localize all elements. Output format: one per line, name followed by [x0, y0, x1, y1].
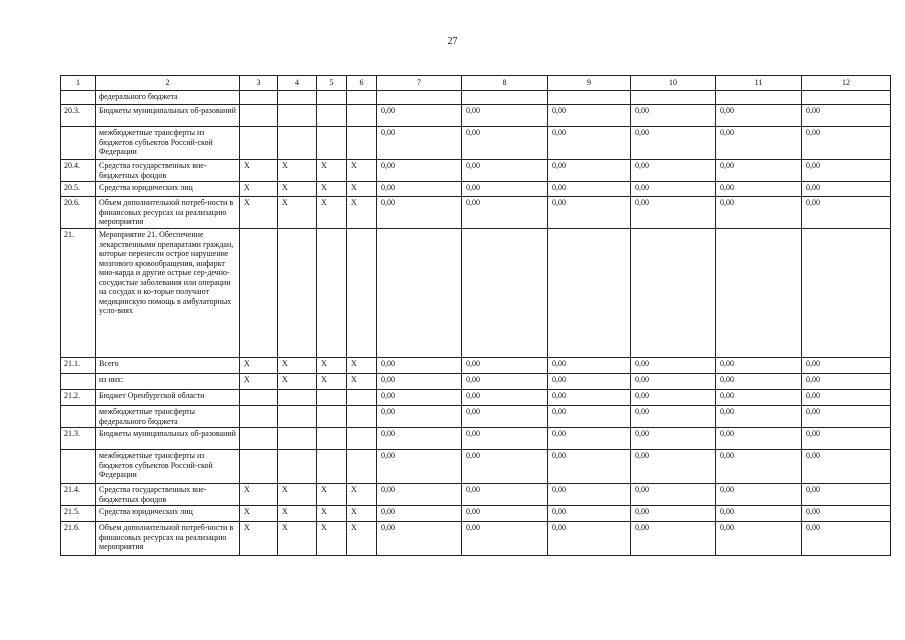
value-cell-col-11: 0,00 — [716, 374, 802, 390]
value-cell-col-8: 0,00 — [462, 506, 548, 522]
value-cell-col-9 — [548, 91, 631, 105]
value-cell-col-9: 0,00 — [548, 522, 631, 556]
value-cell-col-5 — [317, 450, 347, 484]
row-label: из них: — [96, 374, 240, 390]
value-cell-col-10 — [631, 229, 716, 358]
header-cell-3: 3 — [240, 76, 278, 91]
table-row — [61, 127, 891, 160]
value-cell-col-10: 0,00 — [631, 390, 716, 406]
value-cell-col-7: 0,00 — [377, 484, 462, 506]
value-cell-col-4 — [278, 428, 317, 450]
value-cell-col-8: 0,00 — [462, 390, 548, 406]
table-row — [61, 374, 891, 390]
table-row — [61, 450, 891, 484]
table-row — [61, 160, 891, 182]
value-cell-col-9: 0,00 — [548, 484, 631, 506]
value-cell-col-12: 0,00 — [802, 428, 891, 450]
value-cell-col-9: 0,00 — [548, 160, 631, 182]
value-cell-col-3 — [240, 105, 278, 127]
value-cell-col-5 — [317, 428, 347, 450]
value-cell-col-10: 0,00 — [631, 374, 716, 390]
value-cell-col-7: 0,00 — [377, 450, 462, 484]
value-cell-col-11: 0,00 — [716, 197, 802, 229]
table-row — [61, 428, 891, 450]
value-cell-col-6 — [347, 105, 377, 127]
value-cell-col-5: X — [317, 160, 347, 182]
header-cell-7: 7 — [377, 76, 462, 91]
value-cell-col-5: X — [317, 182, 347, 197]
value-cell-col-11: 0,00 — [716, 450, 802, 484]
value-cell-col-5: X — [317, 506, 347, 522]
row-number — [61, 127, 96, 160]
value-cell-col-3: X — [240, 374, 278, 390]
header-cell-4: 4 — [278, 76, 317, 91]
value-cell-col-6: X — [347, 182, 377, 197]
value-cell-col-12: 0,00 — [802, 182, 891, 197]
value-cell-col-6 — [347, 406, 377, 428]
value-cell-col-4: X — [278, 182, 317, 197]
value-cell-col-8 — [462, 229, 548, 358]
value-cell-col-3: X — [240, 197, 278, 229]
value-cell-col-4: X — [278, 358, 317, 374]
row-number — [61, 91, 96, 105]
value-cell-col-9: 0,00 — [548, 390, 631, 406]
value-cell-col-5: X — [317, 197, 347, 229]
value-cell-col-8 — [462, 91, 548, 105]
row-number — [61, 450, 96, 484]
value-cell-col-7: 0,00 — [377, 105, 462, 127]
value-cell-col-6 — [347, 450, 377, 484]
row-label: Мероприятие 21. Обеспечение лекарственными препаратами граждан, которые перенесли острое нарушение мозгового кровообращения, инфаркт мио-карда и другие острые сер-дечно-сосудистые заболевания или операции на сосудах и ко-торые получают медицинскую помощь в амбулаторных усло-виях — [96, 229, 240, 358]
value-cell-col-10: 0,00 — [631, 484, 716, 506]
value-cell-col-12: 0,00 — [802, 160, 891, 182]
value-cell-col-9: 0,00 — [548, 428, 631, 450]
value-cell-col-3 — [240, 127, 278, 160]
value-cell-col-6: X — [347, 506, 377, 522]
value-cell-col-12: 0,00 — [802, 197, 891, 229]
value-cell-col-11 — [716, 229, 802, 358]
value-cell-col-9: 0,00 — [548, 358, 631, 374]
value-cell-col-3: X — [240, 484, 278, 506]
value-cell-col-11: 0,00 — [716, 390, 802, 406]
value-cell-col-10: 0,00 — [631, 105, 716, 127]
header-row — [61, 76, 891, 91]
value-cell-col-10: 0,00 — [631, 358, 716, 374]
value-cell-col-3 — [240, 390, 278, 406]
header-cell-9: 9 — [548, 76, 631, 91]
value-cell-col-7: 0,00 — [377, 522, 462, 556]
row-number: 21. — [61, 229, 96, 358]
value-cell-col-4 — [278, 450, 317, 484]
value-cell-col-12 — [802, 91, 891, 105]
value-cell-col-5 — [317, 229, 347, 358]
value-cell-col-8: 0,00 — [462, 522, 548, 556]
value-cell-col-8: 0,00 — [462, 406, 548, 428]
value-cell-col-11: 0,00 — [716, 484, 802, 506]
value-cell-col-10: 0,00 — [631, 182, 716, 197]
value-cell-col-6: X — [347, 522, 377, 556]
table-row — [61, 358, 891, 374]
value-cell-col-9: 0,00 — [548, 374, 631, 390]
row-label: межбюджетные трансферты из бюджетов субъектов Россий-ской Федерации — [96, 127, 240, 160]
header-cell-6: 6 — [347, 76, 377, 91]
value-cell-col-7 — [377, 229, 462, 358]
row-number: 20.4. — [61, 160, 96, 182]
value-cell-col-5 — [317, 390, 347, 406]
value-cell-col-3: X — [240, 160, 278, 182]
header-cell-8: 8 — [462, 76, 548, 91]
value-cell-col-9: 0,00 — [548, 182, 631, 197]
header-cell-5: 5 — [317, 76, 347, 91]
value-cell-col-4: X — [278, 522, 317, 556]
value-cell-col-8: 0,00 — [462, 182, 548, 197]
value-cell-col-8: 0,00 — [462, 428, 548, 450]
row-label: Бюджет Оренбургской области — [96, 390, 240, 406]
value-cell-col-12: 0,00 — [802, 358, 891, 374]
value-cell-col-7: 0,00 — [377, 428, 462, 450]
row-label: Объем дополнительной потреб-ности в финансовых ресурсах на реализацию мероприятия — [96, 522, 240, 556]
value-cell-col-4 — [278, 390, 317, 406]
table-row — [61, 406, 891, 428]
table-row — [61, 91, 891, 105]
row-number: 21.1. — [61, 358, 96, 374]
value-cell-col-4 — [278, 229, 317, 358]
value-cell-col-12 — [802, 229, 891, 358]
value-cell-col-3 — [240, 406, 278, 428]
value-cell-col-5 — [317, 91, 347, 105]
value-cell-col-11: 0,00 — [716, 406, 802, 428]
value-cell-col-11: 0,00 — [716, 127, 802, 160]
value-cell-col-12: 0,00 — [802, 374, 891, 390]
value-cell-col-6: X — [347, 484, 377, 506]
row-number — [61, 374, 96, 390]
row-label: Средства юридических лиц — [96, 182, 240, 197]
value-cell-col-4: X — [278, 484, 317, 506]
row-label: федерального бюджета — [96, 91, 240, 105]
value-cell-col-6 — [347, 91, 377, 105]
value-cell-col-11: 0,00 — [716, 182, 802, 197]
value-cell-col-11: 0,00 — [716, 506, 802, 522]
value-cell-col-7: 0,00 — [377, 374, 462, 390]
value-cell-col-11: 0,00 — [716, 358, 802, 374]
value-cell-col-9: 0,00 — [548, 197, 631, 229]
value-cell-col-11: 0,00 — [716, 522, 802, 556]
row-number: 21.4. — [61, 484, 96, 506]
row-label: Бюджеты муниципальных об-разований — [96, 105, 240, 127]
value-cell-col-3 — [240, 91, 278, 105]
value-cell-col-9: 0,00 — [548, 127, 631, 160]
value-cell-col-5 — [317, 127, 347, 160]
table-row — [61, 197, 891, 229]
table-row — [61, 484, 891, 506]
value-cell-col-10: 0,00 — [631, 406, 716, 428]
value-cell-col-8: 0,00 — [462, 358, 548, 374]
value-cell-col-5 — [317, 406, 347, 428]
value-cell-col-5: X — [317, 374, 347, 390]
row-label: Бюджеты муниципальных об-разований — [96, 428, 240, 450]
value-cell-col-12: 0,00 — [802, 506, 891, 522]
value-cell-col-4 — [278, 406, 317, 428]
row-number: 20.6. — [61, 197, 96, 229]
value-cell-col-7: 0,00 — [377, 127, 462, 160]
value-cell-col-3 — [240, 450, 278, 484]
value-cell-col-11: 0,00 — [716, 428, 802, 450]
value-cell-col-10: 0,00 — [631, 450, 716, 484]
value-cell-col-10: 0,00 — [631, 506, 716, 522]
header-cell-10: 10 — [631, 76, 716, 91]
value-cell-col-9: 0,00 — [548, 406, 631, 428]
value-cell-col-5: X — [317, 484, 347, 506]
value-cell-col-6: X — [347, 358, 377, 374]
value-cell-col-8: 0,00 — [462, 374, 548, 390]
value-cell-col-7: 0,00 — [377, 406, 462, 428]
row-number: 20.3. — [61, 105, 96, 127]
row-label: межбюджетные трансферты из бюджетов субъектов Россий-ской Федерации — [96, 450, 240, 484]
row-number: 21.5. — [61, 506, 96, 522]
value-cell-col-11: 0,00 — [716, 160, 802, 182]
value-cell-col-7: 0,00 — [377, 390, 462, 406]
value-cell-col-8: 0,00 — [462, 127, 548, 160]
value-cell-col-10: 0,00 — [631, 197, 716, 229]
value-cell-col-6 — [347, 428, 377, 450]
header-cell-1: 1 — [61, 76, 96, 91]
value-cell-col-3: X — [240, 506, 278, 522]
value-cell-col-3: X — [240, 182, 278, 197]
value-cell-col-12: 0,00 — [802, 127, 891, 160]
row-number: 21.2. — [61, 390, 96, 406]
value-cell-col-4: X — [278, 197, 317, 229]
value-cell-col-10: 0,00 — [631, 127, 716, 160]
budget-table — [60, 75, 891, 556]
value-cell-col-6: X — [347, 374, 377, 390]
value-cell-col-6: X — [347, 160, 377, 182]
value-cell-col-8: 0,00 — [462, 105, 548, 127]
value-cell-col-8: 0,00 — [462, 450, 548, 484]
table-row — [61, 105, 891, 127]
value-cell-col-4 — [278, 105, 317, 127]
value-cell-col-6 — [347, 390, 377, 406]
value-cell-col-7: 0,00 — [377, 506, 462, 522]
row-label: Объем дополнительной потреб-ности в финансовых ресурсах на реализацию мероприятия — [96, 197, 240, 229]
value-cell-col-7 — [377, 91, 462, 105]
value-cell-col-9 — [548, 229, 631, 358]
page-number: 27 — [447, 36, 458, 47]
value-cell-col-9: 0,00 — [548, 450, 631, 484]
value-cell-col-8: 0,00 — [462, 484, 548, 506]
value-cell-col-5: X — [317, 522, 347, 556]
value-cell-col-4: X — [278, 506, 317, 522]
row-number: 21.3. — [61, 428, 96, 450]
value-cell-col-10: 0,00 — [631, 428, 716, 450]
row-label: Всего — [96, 358, 240, 374]
header-cell-12: 12 — [802, 76, 891, 91]
value-cell-col-9: 0,00 — [548, 506, 631, 522]
value-cell-col-7: 0,00 — [377, 160, 462, 182]
value-cell-col-12: 0,00 — [802, 390, 891, 406]
value-cell-col-3 — [240, 229, 278, 358]
value-cell-col-7: 0,00 — [377, 358, 462, 374]
value-cell-col-6 — [347, 127, 377, 160]
row-number: 20.5. — [61, 182, 96, 197]
value-cell-col-8: 0,00 — [462, 160, 548, 182]
value-cell-col-10 — [631, 91, 716, 105]
value-cell-col-6: X — [347, 197, 377, 229]
row-label: Средства государственных вне-бюджетных фондов — [96, 160, 240, 182]
table-row — [61, 390, 891, 406]
value-cell-col-10: 0,00 — [631, 522, 716, 556]
row-number — [61, 406, 96, 428]
value-cell-col-12: 0,00 — [802, 406, 891, 428]
value-cell-col-4: X — [278, 160, 317, 182]
row-label: Средства государственных вне-бюджетных фондов — [96, 484, 240, 506]
row-number: 21.6. — [61, 522, 96, 556]
value-cell-col-7: 0,00 — [377, 182, 462, 197]
table-row — [61, 522, 891, 556]
value-cell-col-5 — [317, 105, 347, 127]
table-row — [61, 182, 891, 197]
value-cell-col-9: 0,00 — [548, 105, 631, 127]
value-cell-col-4 — [278, 91, 317, 105]
value-cell-col-6 — [347, 229, 377, 358]
value-cell-col-4 — [278, 127, 317, 160]
value-cell-col-11: 0,00 — [716, 105, 802, 127]
value-cell-col-3 — [240, 428, 278, 450]
value-cell-col-4: X — [278, 374, 317, 390]
value-cell-col-7: 0,00 — [377, 197, 462, 229]
value-cell-col-8: 0,00 — [462, 197, 548, 229]
value-cell-col-12: 0,00 — [802, 484, 891, 506]
row-label: Средства юридических лиц — [96, 506, 240, 522]
value-cell-col-12: 0,00 — [802, 105, 891, 127]
row-label: межбюджетные трансферты федерального бюджета — [96, 406, 240, 428]
value-cell-col-5: X — [317, 358, 347, 374]
value-cell-col-12: 0,00 — [802, 522, 891, 556]
table-row — [61, 506, 891, 522]
value-cell-col-12: 0,00 — [802, 450, 891, 484]
header-cell-2: 2 — [96, 76, 240, 91]
value-cell-col-11 — [716, 91, 802, 105]
value-cell-col-3: X — [240, 358, 278, 374]
value-cell-col-10: 0,00 — [631, 160, 716, 182]
table-row — [61, 229, 891, 358]
value-cell-col-3: X — [240, 522, 278, 556]
header-cell-11: 11 — [716, 76, 802, 91]
